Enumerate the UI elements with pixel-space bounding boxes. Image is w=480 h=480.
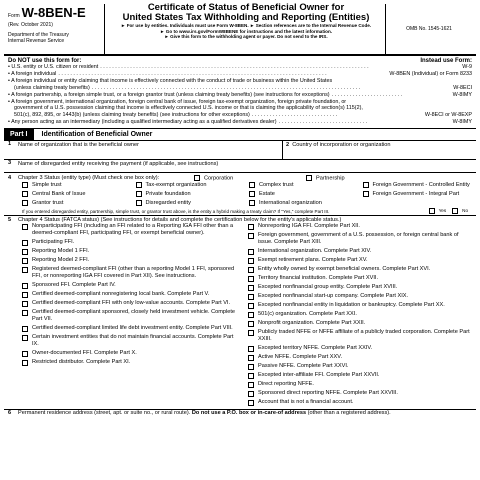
ch3-option[interactable]: Central Bank of Issue bbox=[22, 190, 136, 199]
form-header bbox=[4, 0, 476, 55]
ch3-option[interactable]: Estate bbox=[249, 190, 363, 199]
ch3-option[interactable]: Private foundation bbox=[136, 190, 250, 199]
checkbox[interactable] bbox=[249, 182, 255, 188]
fatca-option[interactable]: Account that is not a financial account. bbox=[248, 399, 472, 406]
fatca-option[interactable]: Certain investment entities that do not maintain financial accounts. Complete Part IX. bbox=[22, 334, 236, 348]
line-3-row: 3 Name of disregarded entity receiving the payment (if applicable, see instructions) bbox=[4, 160, 476, 173]
checkbox[interactable] bbox=[248, 233, 254, 239]
form-label: Form bbox=[8, 13, 20, 19]
checkbox[interactable] bbox=[22, 267, 28, 273]
ch3-option[interactable]: Disregarded entity bbox=[136, 199, 250, 208]
checkbox[interactable] bbox=[22, 292, 28, 298]
form-id-block bbox=[8, 4, 105, 54]
checkbox[interactable] bbox=[248, 364, 254, 370]
checkbox[interactable] bbox=[22, 326, 28, 332]
disregarded-entity-field[interactable]: Name of disregarded entity receiving the payment (if applicable, see instructions) bbox=[18, 160, 219, 167]
fatca-option[interactable]: 501(c) organization. Complete Part XXI. bbox=[248, 311, 472, 318]
checkbox[interactable] bbox=[452, 208, 458, 214]
checkbox[interactable] bbox=[22, 301, 28, 307]
checkbox[interactable] bbox=[248, 285, 254, 291]
header-bullet-3: ► Give this form to the withholding agent or payer. Do not send to the IRS. bbox=[164, 34, 328, 40]
checkbox[interactable] bbox=[22, 258, 28, 264]
checkbox[interactable] bbox=[248, 400, 254, 406]
checkbox[interactable] bbox=[248, 249, 254, 255]
checkbox[interactable] bbox=[306, 175, 312, 181]
do-not-use-row: • U.S. entity or U.S. citizen or resident .......................................................................................... W-9 bbox=[8, 64, 472, 70]
checkbox[interactable] bbox=[248, 312, 254, 318]
do-not-use-partnership: • A foreign partnership, a foreign simple trust, or a foreign grantor trust (unless claiming treaty benefits) (see instructions for exceptions) ........................ W-8IMY bbox=[8, 91, 472, 98]
fatca-option[interactable]: Registered deemed-compliant FFI (other than a reporting Model 1 FFI, sponsored FFI, or nonreporting IGA FFI covered in Part XII). See instructions. bbox=[22, 266, 236, 280]
checkbox[interactable] bbox=[248, 294, 254, 300]
checkbox[interactable] bbox=[249, 200, 255, 206]
department-label: Department of the Treasury bbox=[8, 32, 69, 38]
fatca-option[interactable]: Foreign government, government of a U.S. possession, or foreign central bank of issue. Complete Part XIII. bbox=[248, 232, 472, 246]
instead-use-heading: Instead use Form: bbox=[420, 58, 472, 64]
fatca-right-column bbox=[240, 223, 476, 408]
checkbox[interactable] bbox=[248, 276, 254, 282]
fatca-option[interactable]: Reporting Model 2 FFI. bbox=[22, 257, 236, 264]
checkbox[interactable] bbox=[136, 191, 142, 197]
ch3-option[interactable]: International organization bbox=[249, 199, 363, 208]
fatca-option[interactable]: Participating FFI. bbox=[22, 239, 236, 246]
checkbox[interactable] bbox=[248, 267, 254, 273]
checkbox[interactable] bbox=[248, 373, 254, 379]
fatca-left-column bbox=[4, 223, 240, 408]
hybrid-question: If you entered disregarded entity, partnership, simple trust, or grantor trust above, is the entity a hybrid making a treaty claim? If "Yes," complete Part III. bbox=[22, 208, 330, 214]
fatca-option[interactable]: Certified deemed-compliant limited life debt investment entity. Complete Part VIII. bbox=[22, 325, 236, 332]
checkbox[interactable] bbox=[248, 330, 254, 336]
yes-option[interactable]: Yes bbox=[429, 208, 447, 214]
checkbox[interactable] bbox=[248, 224, 254, 230]
fatca-option[interactable]: Nonprofit organization. Complete Part XXII. bbox=[248, 320, 472, 327]
checkbox[interactable] bbox=[248, 346, 254, 352]
irs-label: Internal Revenue Service bbox=[8, 38, 65, 44]
fatca-option[interactable]: Nonreporting IGA FFI. Complete Part XII. bbox=[248, 223, 472, 230]
form-title-block bbox=[108, 3, 384, 40]
ch3-options-grid bbox=[4, 181, 476, 208]
checkbox[interactable] bbox=[22, 240, 28, 246]
form-title-line2: United States Tax Withholding and Reporting (Entities) bbox=[122, 12, 370, 23]
fatca-option[interactable]: Excepted nonfinancial start-up company. Complete Part XIX. bbox=[248, 293, 472, 300]
do-not-use-heading: Do NOT use this form for: bbox=[8, 58, 82, 64]
fatca-option[interactable]: Reporting Model 1 FFI. bbox=[22, 248, 236, 255]
ch3-option[interactable]: Simple trust bbox=[22, 181, 136, 190]
fatca-option[interactable]: Owner-documented FFI. Complete Part X. bbox=[22, 350, 236, 357]
checkbox[interactable] bbox=[248, 355, 254, 361]
fatca-option[interactable]: Passive NFFE. Complete Part XXVI. bbox=[248, 363, 472, 370]
ch3-option[interactable]: Grantor trust bbox=[22, 199, 136, 208]
do-not-use-eci: • A foreign individual or entity claiming that income is effectively connected with the conduct of trade or business within the United States (unless claiming treaty benefits) .......................................................................................... W-8ECI bbox=[8, 78, 472, 91]
ch3-option[interactable]: Foreign Government - Integral Part bbox=[363, 190, 477, 199]
ch3-option[interactable]: Tax-exempt organization bbox=[136, 181, 250, 190]
line-6-row: 6 Permanent residence address (street, apt. or suite no., or rural route). Do not use a P.O. box or in-care-of address (other than a registered address). bbox=[4, 409, 476, 416]
checkbox[interactable] bbox=[22, 283, 28, 289]
fatca-option[interactable]: Active NFFE. Complete Part XXV. bbox=[248, 354, 472, 361]
org-name-field[interactable]: Name of organization that is the beneficial owner bbox=[18, 141, 139, 148]
fatca-option[interactable]: International organization. Complete Part XIV. bbox=[248, 248, 472, 255]
form-number: W-8BEN-E bbox=[21, 5, 86, 20]
checkbox[interactable] bbox=[22, 191, 28, 197]
fatca-option[interactable]: Certified deemed-compliant FFI with only low-value accounts. Complete Part VI. bbox=[22, 300, 236, 307]
do-not-use-government: • A foreign government, international organization, foreign central bank of issue, foreign tax-exempt organization, foreign private foundation, or government of a U.S. possession claiming that income is effectively connected U.S. income or that is claiming the applicability of section(s) 115(2), 501(c), 892, 895, or 1443(b) (unless claiming treaty benefits) (see instructions for other exceptions) ............................. W-8ECI or W-8EXP bbox=[8, 98, 472, 119]
fatca-option[interactable]: Sponsored FFI. Complete Part IV. bbox=[22, 282, 236, 289]
line-5-label-row: 5 Chapter 4 Status (FATCA status) (See instructions for details and complete the certification below for the entity's applicable status.) bbox=[4, 215, 476, 223]
fatca-option[interactable]: Certified deemed-compliant sponsored, closely held investment vehicle. Complete Part VII. bbox=[22, 309, 236, 323]
country-field[interactable]: 2 Country of incorporation or organization bbox=[282, 141, 476, 159]
checkbox[interactable] bbox=[248, 303, 254, 309]
checkbox[interactable] bbox=[429, 208, 435, 214]
checkbox[interactable] bbox=[22, 200, 28, 206]
line-4-label-row: 4 Chapter 3 Status (entity type) (Must check one box only): Corporation Partnership bbox=[8, 174, 345, 182]
ch3-option[interactable]: Partnership bbox=[306, 175, 345, 181]
fatca-options bbox=[4, 223, 476, 408]
ch3-option[interactable]: Complex trust bbox=[249, 181, 363, 190]
checkbox[interactable] bbox=[22, 360, 28, 366]
fatca-option[interactable]: Excepted inter-affiliate FFI. Complete Part XXVII. bbox=[248, 372, 472, 379]
fatca-option[interactable]: Excepted nonfinancial group entity. Complete Part XVIII. bbox=[248, 284, 472, 291]
line-1-2-row: 1 Name of organization that is the beneficial owner 2 Country of incorporation or organization bbox=[4, 141, 476, 160]
checkbox[interactable] bbox=[136, 200, 142, 206]
checkbox[interactable] bbox=[363, 191, 369, 197]
fatca-option[interactable]: Publicly traded NFFE or NFFE affiliate of a publicly traded corporation. Complete Part XXIII. bbox=[248, 329, 472, 343]
fatca-option[interactable]: Entity wholly owned by exempt beneficial owners. Complete Part XVI. bbox=[248, 266, 472, 273]
hybrid-question-row bbox=[4, 208, 476, 214]
header-bullet-1: ► For use by entities. Individuals must use Form W-8BEN. ► Section references are to the Internal Revenue Code. bbox=[120, 23, 372, 28]
checkbox[interactable] bbox=[22, 351, 28, 357]
part1-label: Part I bbox=[4, 129, 34, 140]
fatca-option[interactable]: Exempt retirement plans. Complete Part XV. bbox=[248, 257, 472, 264]
omb-number: OMB No. 1545-1621 bbox=[406, 26, 452, 32]
part1-header bbox=[4, 128, 476, 141]
fatca-option[interactable]: Nonparticipating FFI (including an FFI related to a Reporting IGA FFI other than a deemed-compliant FFI, participating FFI, or exempt beneficial owner). bbox=[22, 223, 236, 237]
no-option[interactable]: No bbox=[452, 208, 468, 214]
checkbox[interactable] bbox=[248, 258, 254, 264]
fatca-option[interactable]: Excepted nonfinancial entity in liquidation or bankruptcy. Complete Part XX. bbox=[248, 302, 472, 309]
fatca-option[interactable]: Restricted distributor. Complete Part XI. bbox=[22, 359, 236, 366]
fatca-option[interactable]: Excepted territory NFFE. Complete Part XXIV. bbox=[248, 345, 472, 352]
fatca-option[interactable]: Certified deemed-compliant nonregistering local bank. Complete Part V. bbox=[22, 291, 236, 298]
checkbox[interactable] bbox=[22, 224, 28, 230]
fatca-option[interactable]: Sponsored direct reporting NFFE. Complete Part XXVIII. bbox=[248, 390, 472, 397]
fatca-option[interactable]: Territory financial institution. Complete Part XVII. bbox=[248, 275, 472, 282]
ch3-option[interactable]: Corporation bbox=[194, 175, 306, 181]
form-revision: (Rev. October 2021) bbox=[8, 22, 53, 28]
omb-block bbox=[385, 4, 472, 54]
checkbox[interactable] bbox=[248, 382, 254, 388]
checkbox[interactable] bbox=[249, 191, 255, 197]
checkbox[interactable] bbox=[22, 335, 28, 341]
checkbox[interactable] bbox=[194, 175, 200, 181]
part1-title: Identification of Beneficial Owner bbox=[41, 130, 153, 138]
checkbox[interactable] bbox=[22, 249, 28, 255]
checkbox[interactable] bbox=[22, 310, 28, 316]
checkbox[interactable] bbox=[248, 321, 254, 327]
checkbox[interactable] bbox=[22, 182, 28, 188]
checkbox[interactable] bbox=[363, 182, 369, 188]
ch3-option[interactable]: Foreign Government - Controlled Entity bbox=[363, 181, 477, 190]
address-field[interactable]: Permanent residence address (street, apt. or suite no., or rural route). Do not use a P.O. box or in-care-of address (other than a registered address). bbox=[18, 410, 391, 417]
checkbox[interactable] bbox=[248, 391, 254, 397]
do-not-use-heading-row bbox=[4, 55, 476, 64]
do-not-use-intermediary: • Any person acting as an intermediary (including a qualified intermediary acting as a qualified derivatives dealer) .............................. W-8IMY bbox=[8, 118, 472, 125]
checkbox[interactable] bbox=[136, 182, 142, 188]
fatca-option[interactable]: Direct reporting NFFE. bbox=[248, 381, 472, 388]
header-bullet-2: ► Go to www.irs.gov/FormW8BENE for instructions and the latest information. bbox=[159, 28, 333, 34]
form-title-line1: Certificate of Status of Beneficial Owner for bbox=[147, 2, 345, 13]
do-not-use-row: • A foreign individual .......................................................................................... W-8BEN (Individual) or Form 8233 bbox=[8, 71, 472, 77]
